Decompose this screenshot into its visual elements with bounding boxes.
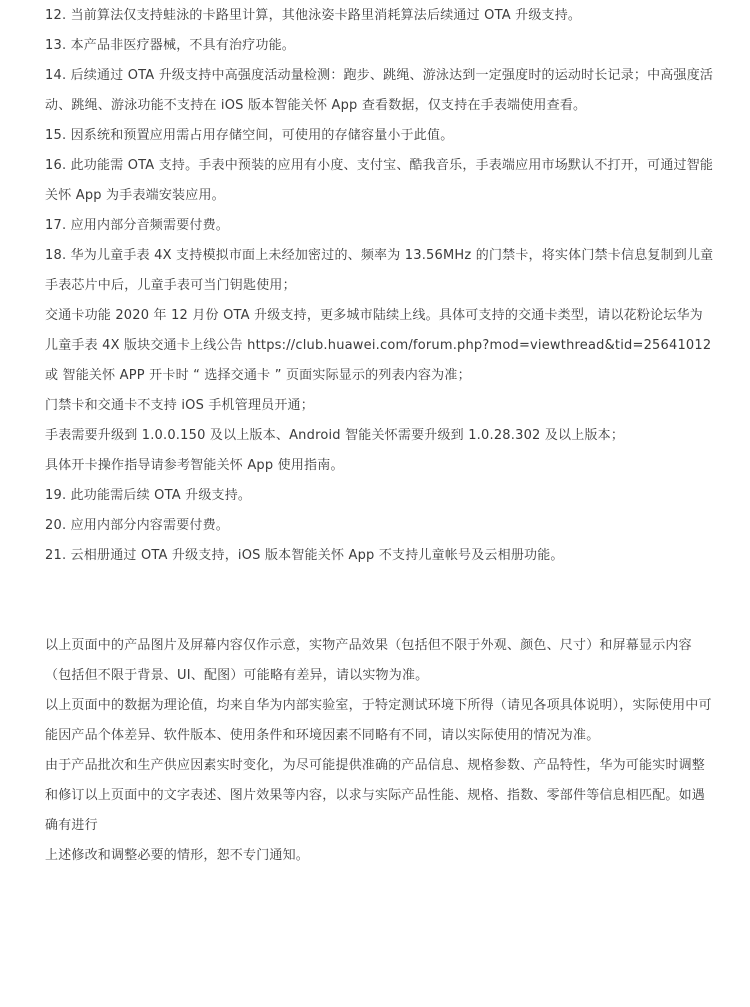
footnote-21: 21. 云相册通过 OTA 升级支持，iOS 版本智能关怀 App 不支持儿童帐号及云相册功能。 [45,548,564,563]
footnote-17: 17. 应用内部分音频需要付费。 [45,218,230,233]
disclaimer-paragraph-updates: 由于产品批次和生产供应因素实时变化，为尽可能提供准确的产品信息、规格参数、产品特性，华为可能实时调整和修订以上页面中的文字表述、图片效果等内容，以求与实际产品性能、规格、指数、零部件等信息相匹配。如遇确有进行 [45,758,706,833]
disclaimer-paragraph-data: 以上页面中的数据为理论值，均来自华为内部实验室，于特定测试环境下所得（请见各项具体说明），实际使用中可能因产品个体差异、软件版本、使用条件和环境因素不同略有不同，请以实际使用的情况为准。 [45,698,712,743]
disclaimer-block [45,631,715,871]
footnotes-list [45,1,715,571]
footnote-13: 13. 本产品非医疗器械，不具有治疗功能。 [45,38,296,53]
footnote-18-transit-card: 交通卡功能 2020 年 12 月份 OTA 升级支持，更多城市陆续上线。具体可支持的交通卡类型，请以花粉论坛华为儿童手表 4X 版块交通卡上线公告 https://club.huawei.com/forum.php?mod=viewthread&tid=25641012 或 智能关怀 APP 开卡时 “ 选择交通卡 ” 页面实际显示的列表内容为准； [45,308,712,383]
disclaimer-paragraph-notice: 上述修改和调整必要的情形，恕不专门通知。 [45,848,310,863]
footnote-18-version-requirement: 手表需要升级到 1.0.0.150 及以上版本、Android 智能关怀需要升级到 1.0.28.302 及以上版本； [45,428,625,443]
footnote-16: 16. 此功能需 OTA 支持。手表中预装的应用有小度、支付宝、酷我音乐，手表端应用市场默认不打开，可通过智能关怀 App 为手表端安装应用。 [45,158,714,203]
footnote-12: 12. 当前算法仅支持蛙泳的卡路里计算，其他泳姿卡路里消耗算法后续通过 OTA 升级支持。 [45,8,582,23]
footnote-18: 18. 华为儿童手表 4X 支持模拟市面上未经加密过的、频率为 13.56MHz 的门禁卡，将实体门禁卡信息复制到儿童手表芯片中后，儿童手表可当门钥匙使用； [45,248,714,293]
footnote-14: 14. 后续通过 OTA 升级支持中高强度活动量检测：跑步、跳绳、游泳达到一定强度时的运动时长记录；中高强度活动、跳绳、游泳功能不支持在 iOS 版本智能关怀 App 查看数据，仅支持在手表端使用查看。 [45,68,714,113]
footnote-19: 19. 此功能需后续 OTA 升级支持。 [45,488,252,503]
footnote-18-guide: 具体开卡操作指导请参考智能关怀 App 使用指南。 [45,458,344,473]
footnote-18-ios-limit: 门禁卡和交通卡不支持 iOS 手机管理员开通； [45,398,314,413]
footnote-15: 15. 因系统和预置应用需占用存储空间，可使用的存储容量小于此值。 [45,128,454,143]
disclaimer-paragraph-images: 以上页面中的产品图片及屏幕内容仅作示意，实物产品效果（包括但不限于外观、颜色、尺寸）和屏幕显示内容（包括但不限于背景、UI、配图）可能略有差异，请以实物为准。 [45,638,692,683]
footnote-20: 20. 应用内部分内容需要付费。 [45,518,230,533]
